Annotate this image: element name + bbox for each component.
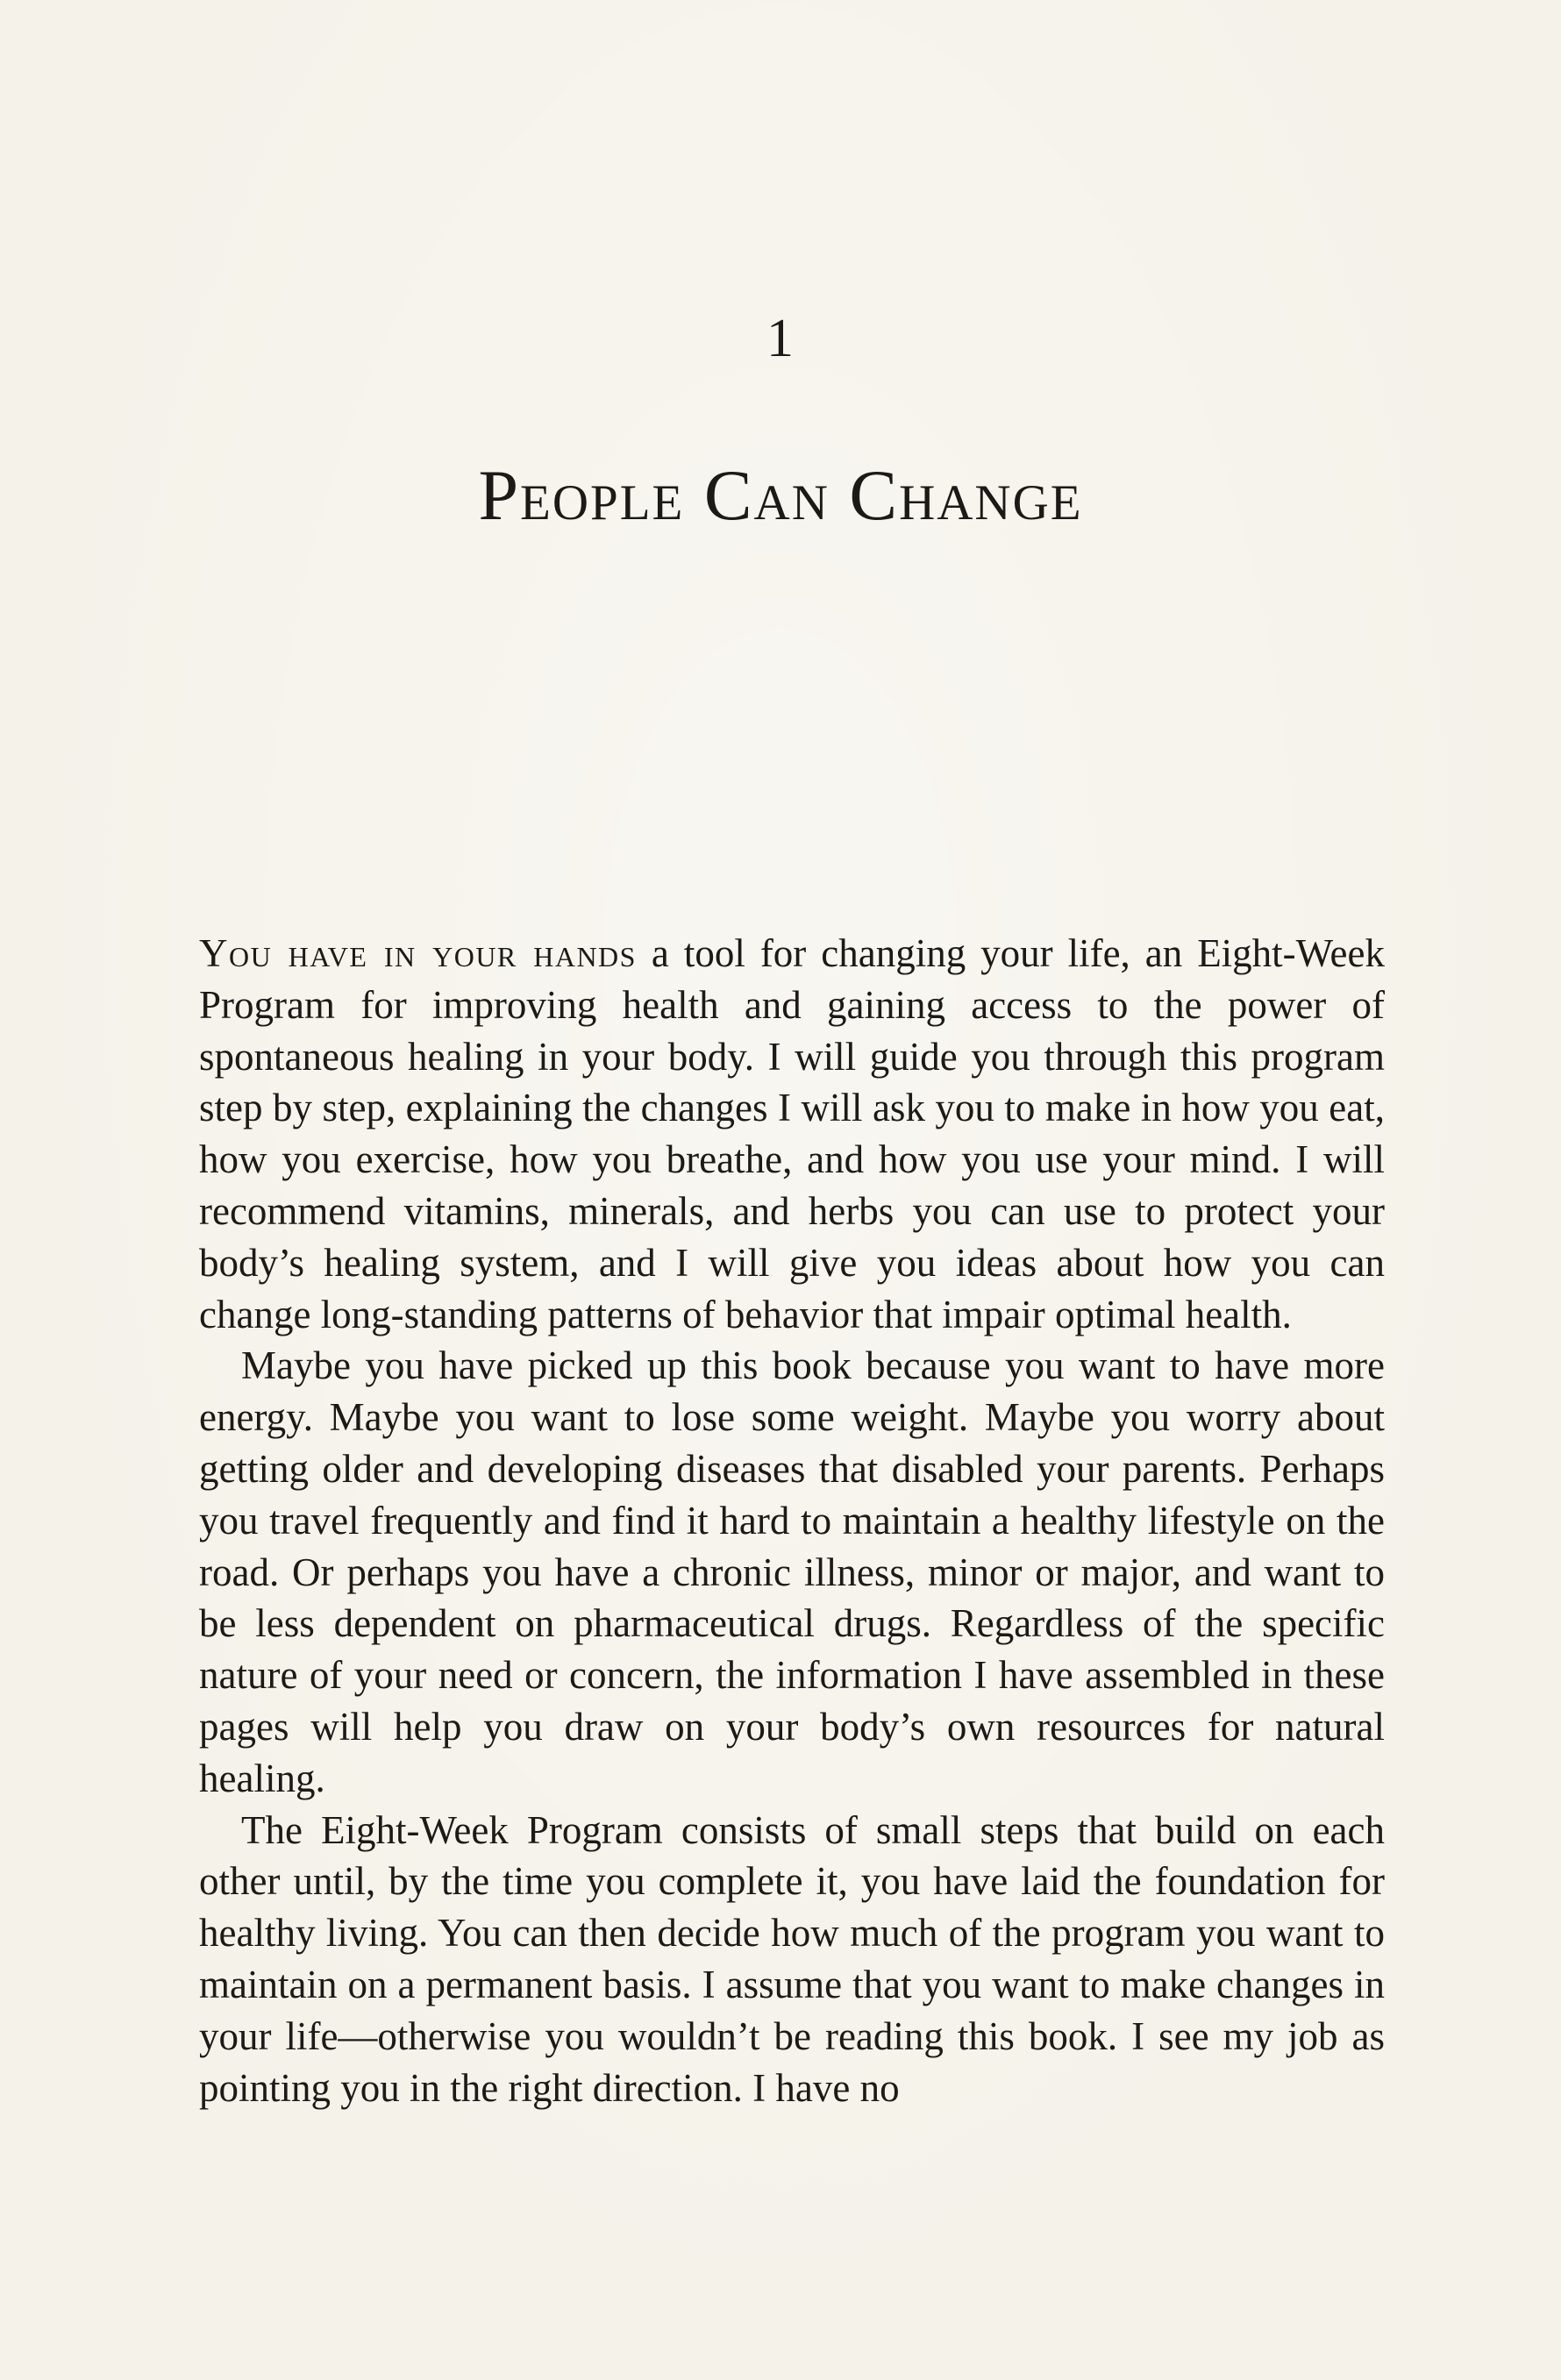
paragraph-1	[199, 928, 1385, 1340]
paragraph-2: Maybe you have picked up this book because you want to have more energy. Maybe you want to lose some weight. Maybe you worry about getting older and developing diseases that disabled your parents. Perhaps you travel frequently and find it hard to maintain a healthy lifestyle on the road. Or perhaps you have a chronic illness, minor or major, and want to be less dependent on pharmaceutical drugs. Regardless of the specific nature of your need or concern, the information I have assembled in these pages will help you draw on your body’s own resources for natural healing.	[199, 1343, 1385, 1800]
paragraph-3: The Eight-Week Program consists of small steps that build on each other until, by the time you complete it, you have laid the foundation for healthy living. You can then decide how much of the program you want to maintain on a permanent basis. I assume that you want to make changes in your life—otherwise you wouldn’t be reading this book. I see my job as pointing you in the right direction. I have no	[199, 1807, 1385, 2110]
body-text	[199, 928, 1385, 2113]
chapter-title: People Can Change	[478, 455, 1083, 535]
lead-in-smallcaps: You have in your hands	[199, 931, 637, 975]
paragraph-1-text: a tool for changing your life, an Eight-Week Program for improving health and gaining access to the power of spontaneous healing in your body. I will guide you through this program step by step, explaining the changes I will ask you to make in how you eat, how you exercise, how you breathe, and how you use your mind. I will recommend vitamins, minerals, and herbs you can use to protect your body’s healing system, and I will give you ideas about how you can change long-standing patterns of behavior that impair optimal health.	[199, 931, 1385, 1336]
chapter-number: 1	[766, 309, 795, 368]
